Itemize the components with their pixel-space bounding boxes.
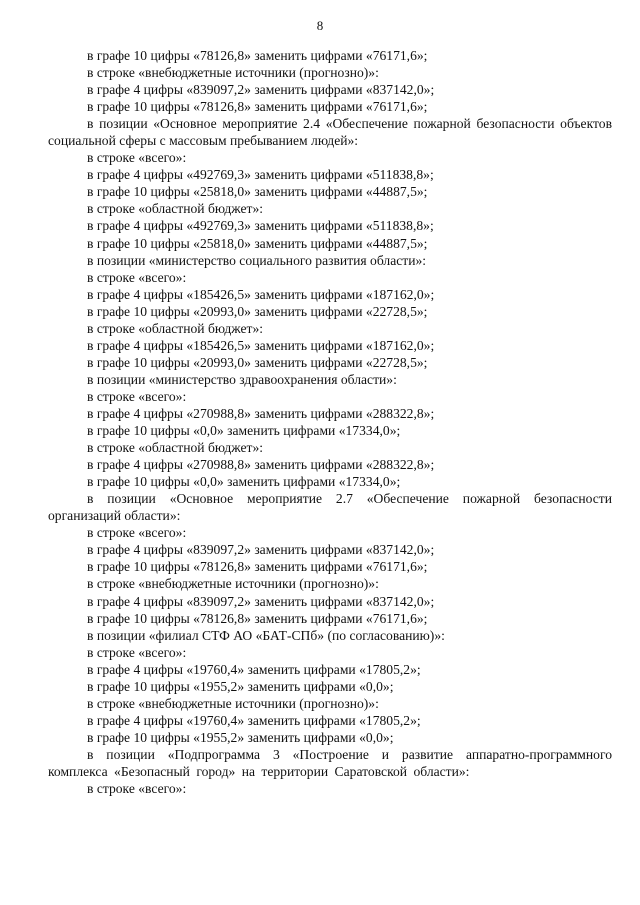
- paragraph: в строке «внебюджетные источники (прогнозно)»:: [87, 576, 379, 592]
- paragraph: в позиции «Основное мероприятие 2.4 «Обеспечение пожарной безопасности объектов социальной сферы с массовым пребыванием людей»:: [48, 116, 612, 149]
- paragraph: в строке «областной бюджет»:: [87, 201, 264, 217]
- paragraph: в графе 4 цифры «839097,2» заменить цифрами «837142,0»;: [87, 82, 435, 98]
- document-body: [48, 47, 612, 797]
- paragraph: в строке «областной бюджет»:: [87, 320, 264, 336]
- paragraph: в графе 10 цифры «78126,8» заменить цифрами «76171,6»;: [87, 610, 428, 626]
- paragraph: в графе 4 цифры «492769,3» заменить цифрами «511838,8»;: [87, 218, 434, 234]
- paragraph: в позиции «филиал СТФ АО «БАТ-СПб» (по согласованию)»:: [87, 627, 445, 643]
- paragraph: в позиции «Подпрограмма 3 «Построение и развитие аппаратно-программного комплекса «Безопасный город» на территории Саратовской области»:: [48, 746, 612, 779]
- paragraph: в позиции «министерство здравоохранения области»:: [87, 371, 397, 387]
- paragraph: в графе 4 цифры «839097,2» заменить цифрами «837142,0»;: [87, 593, 435, 609]
- paragraph: в строке «областной бюджет»:: [87, 440, 264, 456]
- paragraph: в строке «всего»:: [87, 781, 187, 797]
- paragraph: в позиции «Основное мероприятие 2.7 «Обеспечение пожарной безопасности организаций области»:: [48, 491, 612, 524]
- paragraph: в строке «внебюджетные источники (прогнозно)»:: [87, 695, 379, 711]
- paragraph: в графе 4 цифры «19760,4» заменить цифрами «17805,2»;: [87, 712, 421, 728]
- paragraph: в графе 10 цифры «1955,2» заменить цифрами «0,0»;: [87, 729, 394, 745]
- paragraph: в графе 10 цифры «78126,8» заменить цифрами «76171,6»;: [87, 99, 428, 115]
- paragraph: в строке «всего»:: [87, 388, 187, 404]
- paragraph: в графе 10 цифры «78126,8» заменить цифрами «76171,6»;: [87, 48, 428, 63]
- paragraph: в графе 10 цифры «25818,0» заменить цифрами «44887,5»;: [87, 184, 428, 200]
- paragraph: в графе 10 цифры «0,0» заменить цифрами «17334,0»;: [87, 474, 401, 490]
- paragraph: в графе 10 цифры «20993,0» заменить цифрами «22728,5»;: [87, 354, 428, 370]
- paragraph: в графе 4 цифры «185426,5» заменить цифрами «187162,0»;: [87, 337, 435, 353]
- paragraph: в строке «всего»:: [87, 150, 187, 166]
- paragraph: в графе 4 цифры «270988,8» заменить цифрами «288322,8»;: [87, 405, 435, 421]
- paragraph: в графе 4 цифры «19760,4» заменить цифрами «17805,2»;: [87, 661, 421, 677]
- paragraph: в графе 4 цифры «492769,3» заменить цифрами «511838,8»;: [87, 167, 434, 183]
- paragraph: в графе 10 цифры «20993,0» заменить цифрами «22728,5»;: [87, 303, 428, 319]
- paragraph: в графе 4 цифры «839097,2» заменить цифрами «837142,0»;: [87, 542, 435, 558]
- page-number: 8: [316, 18, 324, 33]
- paragraph: в позиции «министерство социального развития области»:: [87, 252, 427, 268]
- paragraph: в графе 4 цифры «185426,5» заменить цифрами «187162,0»;: [87, 286, 435, 302]
- paragraph: в графе 10 цифры «0,0» заменить цифрами «17334,0»;: [87, 423, 401, 439]
- paragraph: в графе 4 цифры «270988,8» заменить цифрами «288322,8»;: [87, 457, 435, 473]
- paragraph: в строке «всего»:: [87, 525, 187, 541]
- paragraph: в строке «всего»:: [87, 269, 187, 285]
- paragraph: в графе 10 цифры «1955,2» заменить цифрами «0,0»;: [87, 678, 394, 694]
- paragraph: в строке «внебюджетные источники (прогнозно)»:: [87, 65, 379, 81]
- paragraph: в строке «всего»:: [87, 644, 187, 660]
- paragraph: в графе 10 цифры «25818,0» заменить цифрами «44887,5»;: [87, 235, 428, 251]
- paragraph: в графе 10 цифры «78126,8» заменить цифрами «76171,6»;: [87, 559, 428, 575]
